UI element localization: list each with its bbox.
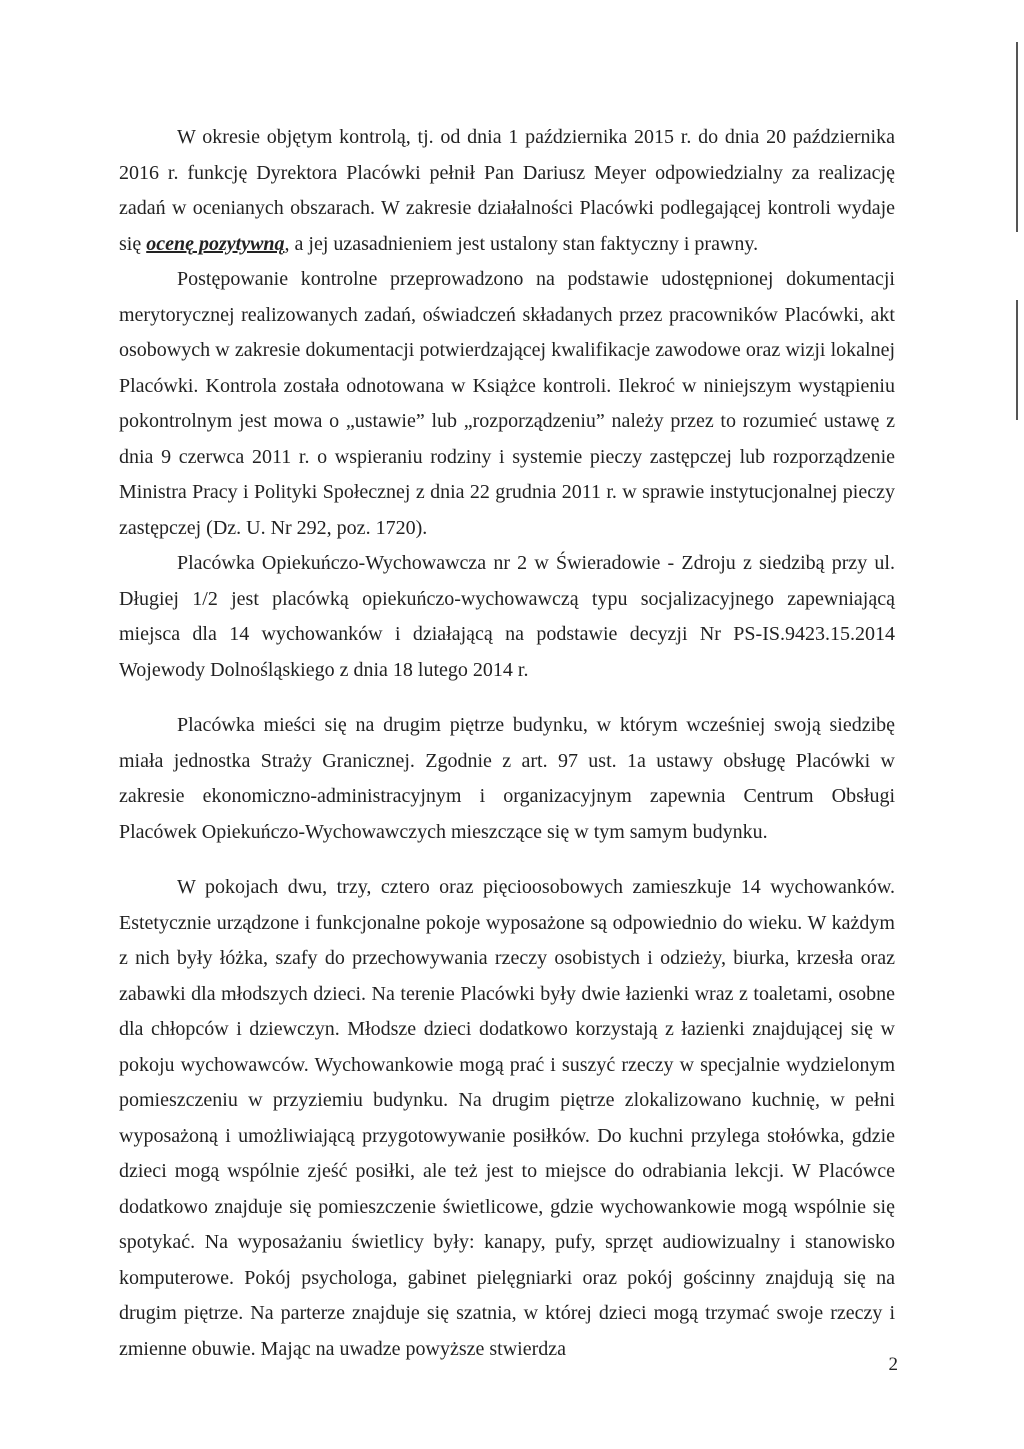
page-number: 2	[888, 1354, 898, 1375]
paragraph-location: Placówka mieści się na drugim piętrze budynku, w którym wcześniej swoją siedzibę miała jednostka Straży Granicznej. Zgodnie z art. 97 ust. 1a ustawy obsługę Placówki w zakresie ekonomiczno-administracyjnym i organizacyjnym zapewnia Centrum Obsługi Placówek Opiekuńczo-Wychowawczych mieszczące się w tym samym budynku.	[119, 714, 895, 843]
paragraph-text: , a jej uzasadnieniem jest ustalony stan faktyczny i prawny.	[284, 232, 759, 255]
assessment-emphasis: ocenę pozytywną	[146, 232, 285, 255]
paragraph-control-period	[119, 120, 895, 262]
document-body	[119, 120, 895, 1367]
paragraph-facility-info: Placówka Opiekuńczo-Wychowawcza nr 2 w Świeradowie - Zdroju z siedzibą przy ul. Długiej 1/2 jest placówką opiekuńczo-wychowawczą typu socjalizacyjnego zapewniającą miejsca dla 14 wychowanków i działającą na podstawie decyzji Nr PS-IS.9423.15.2014 Wojewody Dolnośląskiego z dnia 18 lutego 2014 r.	[119, 552, 895, 681]
paragraph-procedure: Postępowanie kontrolne przeprowadzono na podstawie udostępnionej dokumentacji merytorycznej realizowanych zadań, oświadczeń składanych przez pracowników Placówki, akt osobowych w zakresie dokumentacji potwierdzającej kwalifikacje zawodowe oraz wizji lokalnej Placówki. Kontrola została odnotowana w Książce kontroli. Ilekroć w niniejszym wystąpieniu pokontrolnym jest mowa o „ustawie” lub „rozporządzeniu” należy przez to rozumieć ustawę z dnia 9 czerwca 2011 r. o wspieraniu rodziny i systemie pieczy zastępczej lub rozporządzenie Ministra Pracy i Polityki Społecznej z dnia 22 grudnia 2011 r. w sprawie instytucjonalnej pieczy zastępczej (Dz. U. Nr 292, poz. 1720).	[119, 268, 895, 539]
paragraph-text: W okresie objętym kontrolą, tj. od dnia 1 października 2015 r. do dnia 20 października 2016 r. funkcję Dyrektora Placówki pełnił Pan Dariusz Meyer odpowiedzialny za realizację zadań w ocenianych obszarach. W zakresie działalności Placówki podlegającej kontroli wydaje się	[119, 126, 895, 255]
paragraph-rooms: W pokojach dwu, trzy, cztero oraz pięcioosobowych zamieszkuje 14 wychowanków. Estetycznie urządzone i funkcjonalne pokoje wyposażone są odpowiednio do wieku. W każdym z nich były łóżka, szafy do przechowywania rzeczy osobistych i odzieży, biurka, krzesła oraz zabawki dla młodszych dzieci. Na terenie Placówki były dwie łazienki wraz z toaletami, osobne dla chłopców i dziewczyn. Młodsze dzieci dodatkowo korzystają z łazienki znajdującej się w pokoju wychowawców. Wychowankowie mogą prać i suszyć rzeczy w specjalnie wydzielonym pomieszczeniu w przyziemiu budynku. Na drugim piętrze zlokalizowano kuchnię, w pełni wyposażoną i umożliwiającą przygotowywanie posiłków. Do kuchni przylega stołówka, gdzie dzieci mogą wspólnie zjeść posiłki, ale też jest to miejsce do odrabiania lekcji. W Placówce dodatkowo znajduje się pomieszczenie świetlicowe, gdzie wychowankowie mogą wspólnie się spotykać. Na wyposażaniu świetlicy były: kanapy, pufy, sprzęt audiowizualny i stanowisko komputerowe. Pokój psychologa, gabinet pielęgniarki oraz pokój gościnny znajdują się na drugim piętrze. Na parterze znajduje się szatnia, w której dzieci mogą trzymać swoje rzeczy i zmienne obuwie. Mając na uwadze powyższe stwierdza	[119, 876, 895, 1360]
scan-edge-line-bottom	[1016, 300, 1018, 420]
scan-edge-line-top	[1016, 42, 1018, 232]
